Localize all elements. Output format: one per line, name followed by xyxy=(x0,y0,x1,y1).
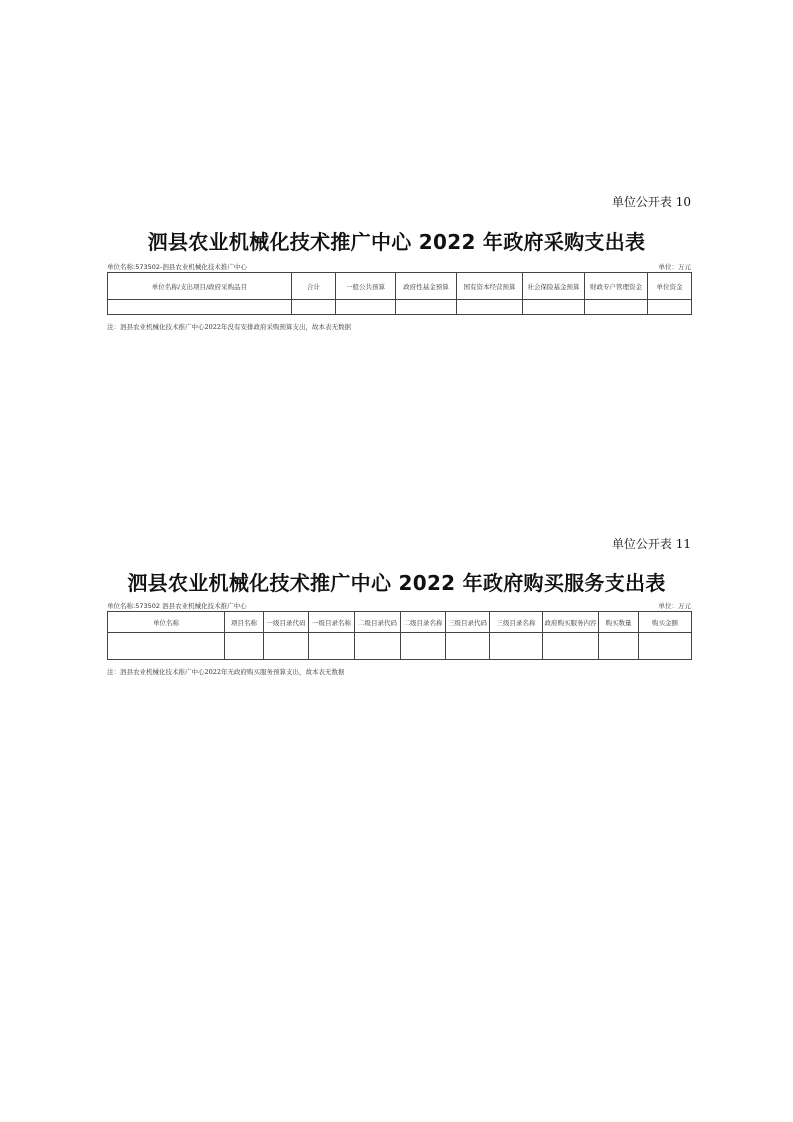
table-note: 注：泗县农业机械化技术推广中心2022年没有安排政府采购预算支出，故本表无数据 xyxy=(107,323,352,331)
table-cell xyxy=(264,633,309,660)
table-cell xyxy=(446,633,490,660)
table-cell xyxy=(457,300,523,315)
col-header: 购买数量 xyxy=(599,612,639,633)
col-header: 项目名称 xyxy=(225,612,264,633)
table-cell xyxy=(396,300,457,315)
table-cell xyxy=(108,633,225,660)
col-header: 购买金额 xyxy=(639,612,692,633)
table-cell xyxy=(543,633,599,660)
table-cell xyxy=(225,633,264,660)
col-header: 一级目录名称 xyxy=(309,612,355,633)
col-header: 一般公共预算 xyxy=(336,273,396,300)
col-header: 单位资金 xyxy=(648,273,692,300)
col-header: 三级目录代码 xyxy=(446,612,490,633)
col-header: 二级目录名称 xyxy=(401,612,446,633)
col-header: 社会保险基金预算 xyxy=(523,273,585,300)
col-header: 政府购买服务内容 xyxy=(543,612,599,633)
table-cell xyxy=(336,300,396,315)
table-cell xyxy=(108,300,292,315)
table-row xyxy=(108,300,692,315)
page-title: 泗县农业机械化技术推广中心 2022 年政府采购支出表 xyxy=(147,230,646,254)
page-title: 泗县农业机械化技术推广中心 2022 年政府购买服务支出表 xyxy=(127,571,666,595)
service-purchase-table xyxy=(107,611,692,660)
table-cell xyxy=(309,633,355,660)
col-header: 政府性基金预算 xyxy=(396,273,457,300)
table-header-row xyxy=(108,612,692,633)
table-cell xyxy=(639,633,692,660)
table-cell xyxy=(648,300,692,315)
table-number-label: 单位公开表 11 xyxy=(611,537,691,551)
table-cell xyxy=(585,300,648,315)
table-note: 注：泗县农业机械化技术推广中心2022年无政府购买服务预算支出，故本表无数据 xyxy=(107,668,345,676)
unit-measure-label: 单位：万元 xyxy=(658,263,691,271)
unit-measure-label: 单位：万元 xyxy=(658,602,691,610)
table-cell xyxy=(355,633,401,660)
unit-name-label: 单位名称:573502-泗县农业机械化技术推广中心 xyxy=(107,263,247,271)
unit-name-label: 单位名称:573502 泗县农业机械化技术推广中心 xyxy=(107,602,247,610)
procurement-table xyxy=(107,272,692,315)
col-header: 财政专户管理资金 xyxy=(585,273,648,300)
col-header: 三级目录名称 xyxy=(490,612,543,633)
col-header: 二级目录代码 xyxy=(355,612,401,633)
table-header-row xyxy=(108,273,692,300)
col-header: 国有资本经营预算 xyxy=(457,273,523,300)
table-cell xyxy=(490,633,543,660)
table-row xyxy=(108,633,692,660)
col-header: 单位名称/支出项目/政府采购品目 xyxy=(108,273,292,300)
table-cell xyxy=(599,633,639,660)
table-cell xyxy=(523,300,585,315)
table-number-label: 单位公开表 10 xyxy=(611,195,691,209)
col-header: 单位名称 xyxy=(108,612,225,633)
col-header: 一级目录代码 xyxy=(264,612,309,633)
col-header: 合计 xyxy=(292,273,336,300)
table-cell xyxy=(292,300,336,315)
table-cell xyxy=(401,633,446,660)
